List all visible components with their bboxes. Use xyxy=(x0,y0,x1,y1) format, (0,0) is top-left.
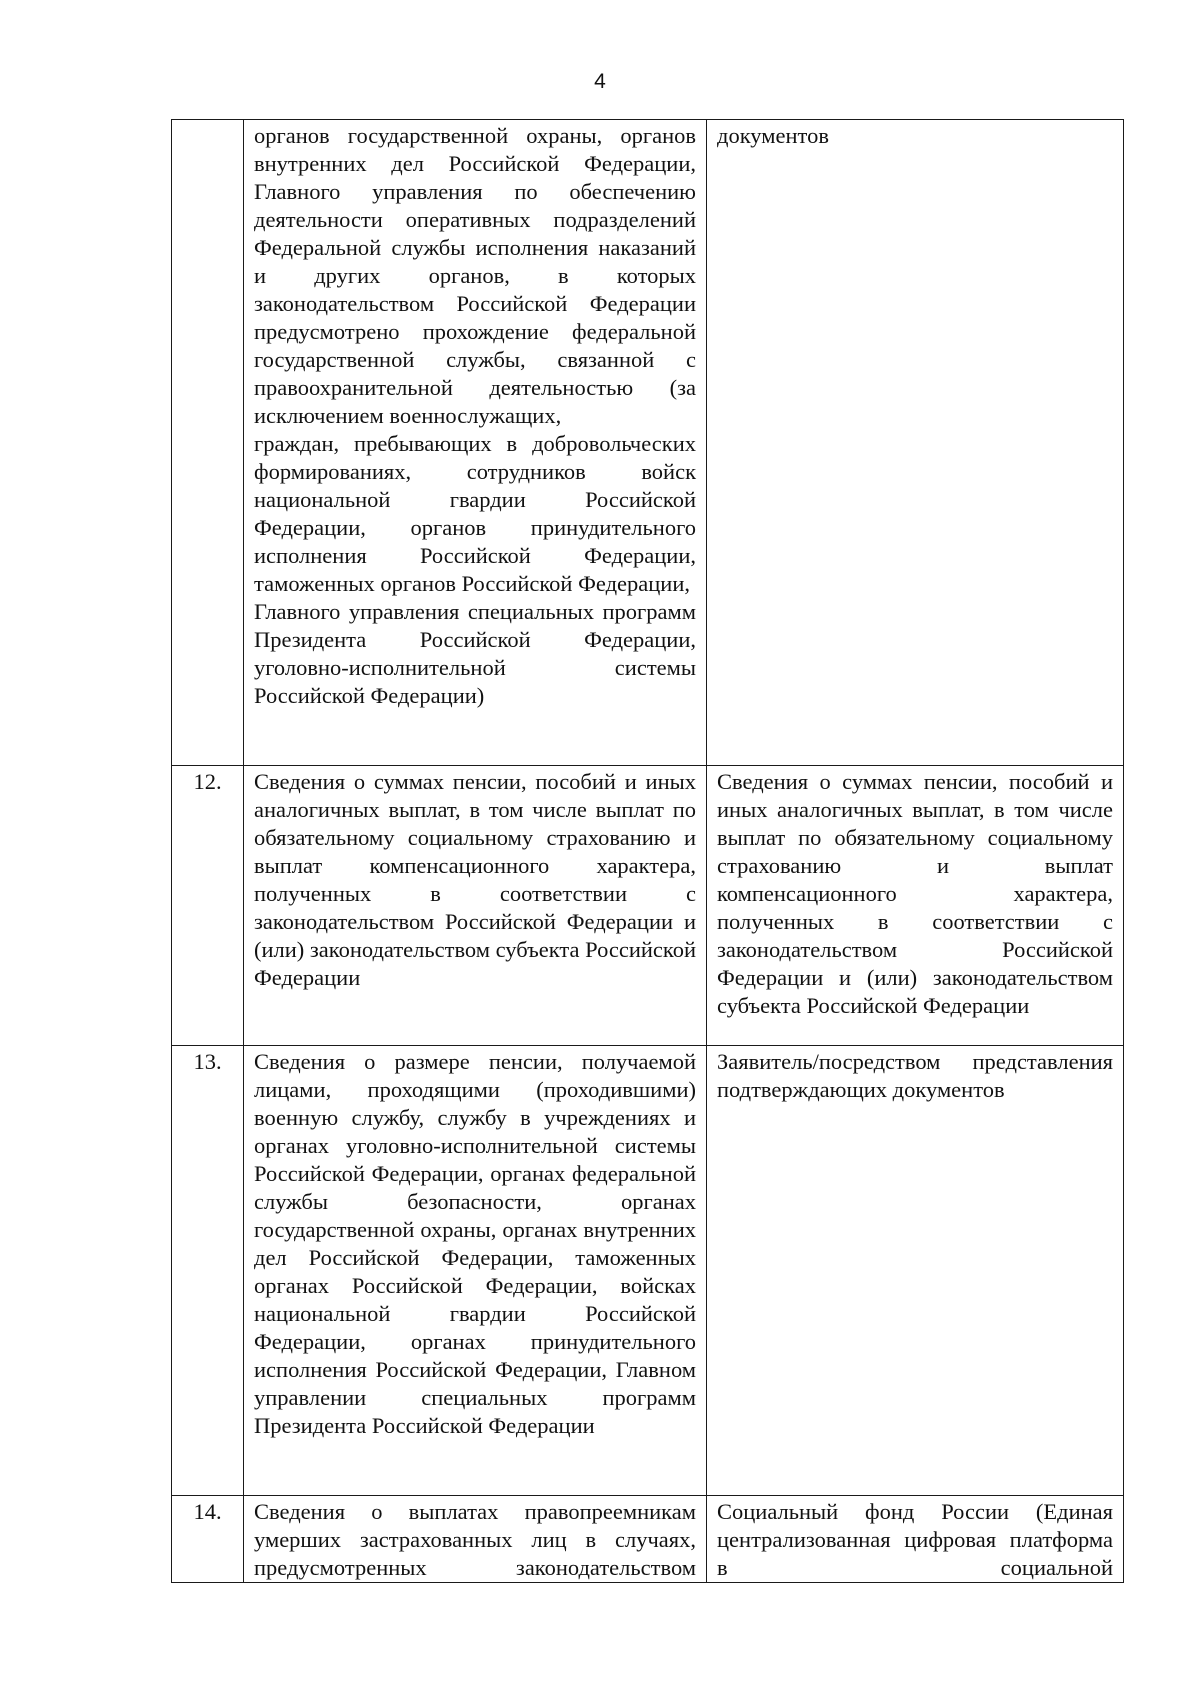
description-cell xyxy=(244,120,707,766)
page-number: 4 xyxy=(594,70,606,93)
source-cell xyxy=(707,766,1124,1046)
document-table xyxy=(171,119,1124,1583)
source-cell xyxy=(707,1046,1124,1496)
row-number: 13. xyxy=(172,1046,244,1496)
description-cell xyxy=(244,1046,707,1496)
description-paragraph: органов государственной охраны, органов внутренних дел Российской Федерации, Главного управления по обеспечению деятельности оперативных подразделений Федеральной службы исполнения наказаний и других органов, в которых законодательством Российской Федерации предусмотрено прохождение федеральной государственной службы, связанной с правоохранительной деятельностью (за исключением военнослужащих, xyxy=(254,123,696,428)
table-row xyxy=(172,766,1124,1046)
row-number xyxy=(172,120,244,766)
description-text: Сведения о размере пенсии, получаемой лицами, проходящими (проходившими) военную службу, службу в учреждениях и органах уголовно-исполнительной системы Российской Федерации, органах федеральной службы безопасности, органах государственной охраны, органах внутренних дел Российской Федерации, таможенных органах Российской Федерации, войсках национальной гвардии Российской Федерации, органах принудительного исполнения Российской Федерации, Главном управлении специальных программ Президента Российской Федерации xyxy=(254,1049,696,1438)
description-text: Сведения о выплатах правопреемникам умерших застрахованных лиц в случаях, предусмотренных законодательством xyxy=(254,1499,696,1580)
source-text: Заявитель/посредством представления подтверждающих документов xyxy=(717,1049,1113,1102)
source-text: Социальный фонд России (Единая централизованная цифровая платформа в социальной xyxy=(717,1499,1113,1580)
table-row xyxy=(172,120,1124,766)
description-text: Сведения о суммах пенсии, пособий и иных аналогичных выплат, в том числе выплат по обязательному социальному страхованию и выплат компенсационного характера, полученных в соответствии с законодательством Российской Федерации и (или) законодательством субъекта Российской Федерации xyxy=(254,769,697,990)
source-cell xyxy=(707,120,1124,766)
table-row xyxy=(172,1496,1124,1583)
source-cell xyxy=(707,1496,1124,1583)
table-row xyxy=(172,1046,1124,1496)
row-number: 12. xyxy=(172,766,244,1046)
source-text: Сведения о суммах пенсии, пособий и иных аналогичных выплат, в том числе выплат по обязательному социальному страхованию и выплат компенсационного характера, полученных в соответствии с законодательством Российской Федерации и (или) законодательством субъекта Российской Федерации xyxy=(717,769,1113,1018)
source-text: документов xyxy=(717,123,829,148)
description-cell xyxy=(244,766,707,1046)
description-paragraph: граждан, пребывающих в добровольческих формированиях, сотрудников войск национальной гвардии Российской Федерации, органов принудительного исполнения Российской Федерации, таможенных органов Российской Федерации, xyxy=(254,431,696,596)
row-number: 14. xyxy=(172,1496,244,1583)
description-paragraph: Главного управления специальных программ Президента Российской Федерации, уголовно-исполнительной системы Российской Федерации) xyxy=(254,599,696,708)
description-cell xyxy=(244,1496,707,1583)
